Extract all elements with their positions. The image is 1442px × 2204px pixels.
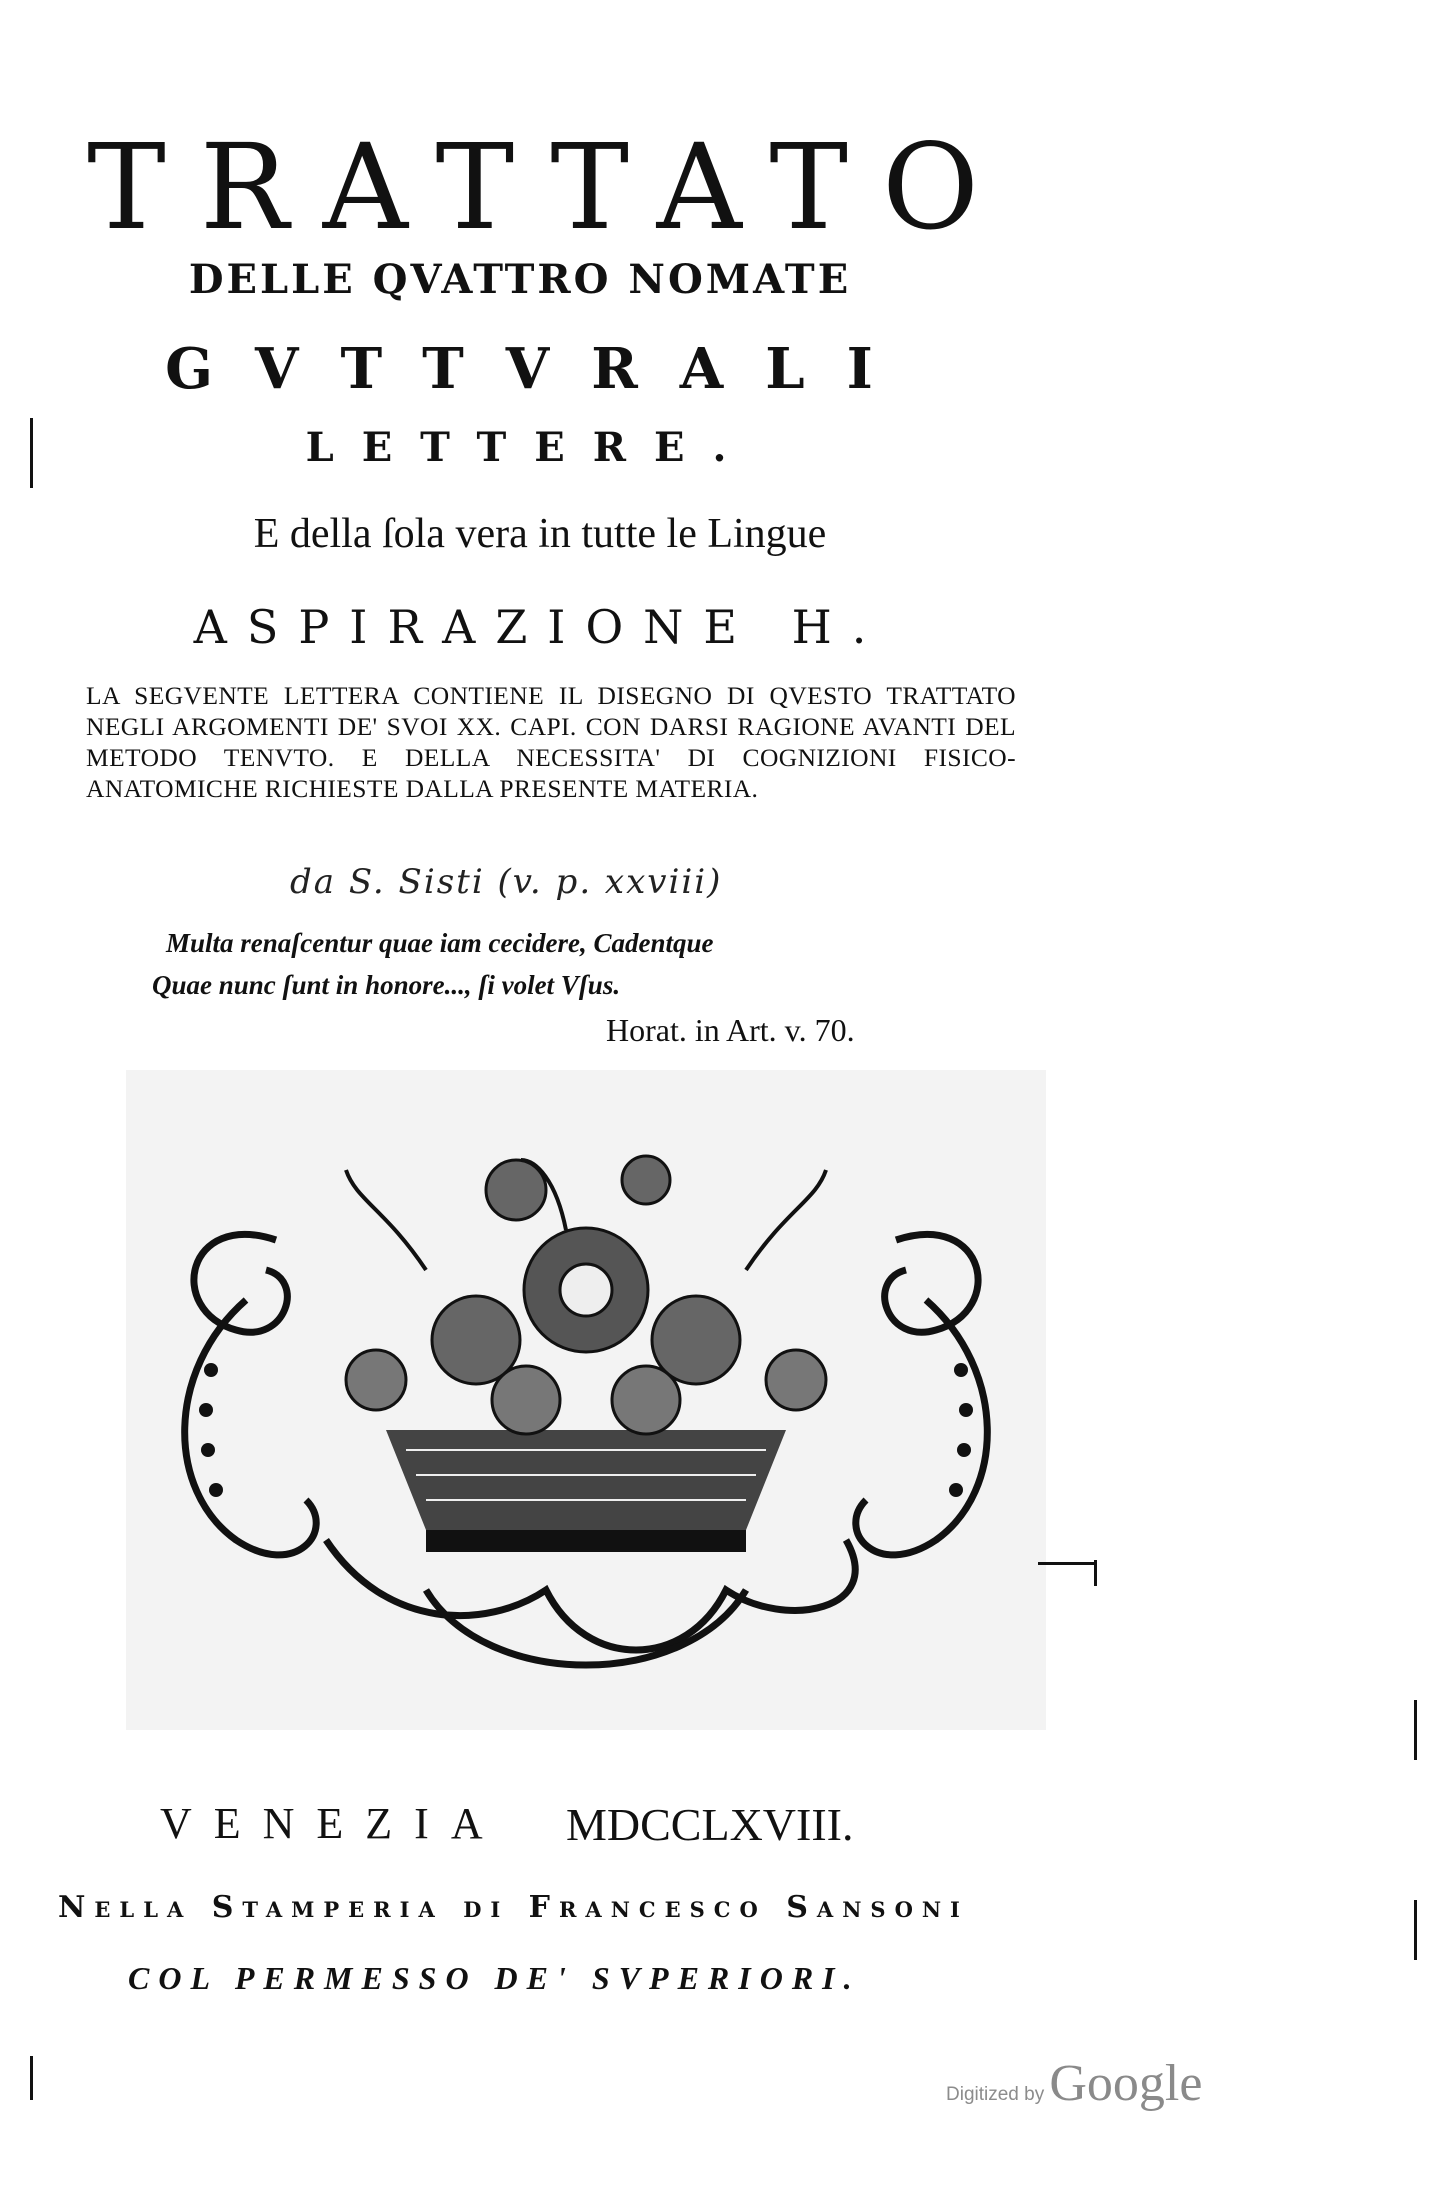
imprint-license: COL PERMESSO DE' SVPERIORI. — [128, 1960, 861, 1996]
subtitle-line-2: GVTTVRALI — [165, 336, 915, 402]
imprint-city: VENEZIA — [160, 1799, 505, 1848]
page-title: TRATTATO — [87, 118, 1013, 256]
epigraph-line-1: Multa renaſcentur quae iam cecidere, Cadentque — [166, 928, 714, 958]
scan-edge-mark — [1094, 1560, 1097, 1586]
subtitle-line-3: LETTERE. — [305, 424, 755, 471]
watermark-prefix: Digitized by — [946, 2084, 1045, 2105]
scan-edge-mark — [1414, 1900, 1417, 1960]
scan-edge-mark — [1414, 1700, 1417, 1760]
subtitle-line-1: DELLE QVATTRO NOMATE — [188, 256, 852, 303]
digitized-watermark — [946, 2054, 1202, 2113]
handwritten-note: da S. Sisti (v. p. xxviii) — [290, 862, 723, 902]
scan-edge-mark — [1038, 1562, 1094, 1565]
summary-paragraph: LA SEGVENTE LETTERA CONTIENE IL DISEGNO DI QVESTO TRATTATO NEGLI ARGOMENTI DE' SVOI XX. CAPI. CON DARSI RAGIONE AVANTI DEL METODO TENVTO. E DELLA NECESSITA' DI COGNIZIONI FISICO-ANATOMICHE RICHIESTE DALLA PRESENTE MATERIA. — [86, 681, 1016, 803]
scan-edge-mark — [30, 2056, 33, 2100]
scan-edge-mark — [30, 418, 33, 488]
epigraph-line-2: Quae nunc ſunt in honore..., ſi volet Vſus. — [152, 970, 621, 1000]
imprint-year: MDCCLXVIII. — [566, 1799, 854, 1850]
epigraph-citation: Horat. in Art. v. 70. — [606, 1012, 855, 1048]
subtitle-line-5: ASPIRAZIONE H. — [193, 600, 887, 654]
subtitle-line-4: E della ſola vera in tutte le Lingue — [253, 511, 827, 557]
flower-basket-ornament-icon — [126, 1070, 1046, 1730]
watermark-brand: Google — [1049, 2055, 1203, 2112]
imprint-press: Nella Stamperia di Francesco Sansoni — [58, 1890, 969, 1925]
